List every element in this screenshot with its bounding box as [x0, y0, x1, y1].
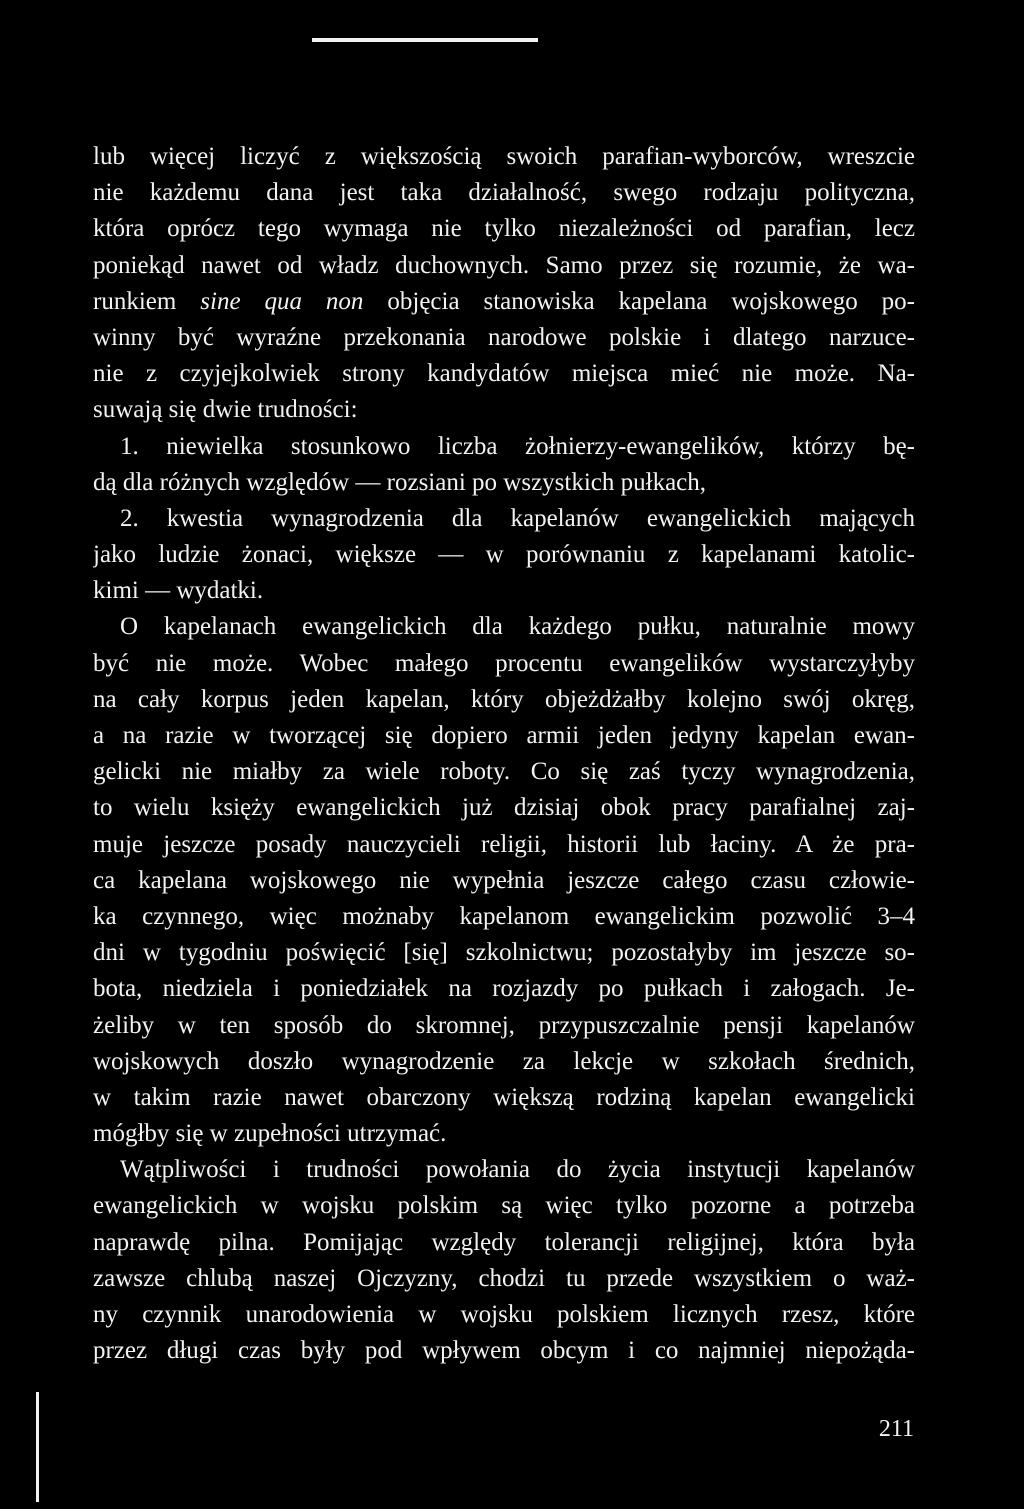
- text-line: to wielu księży ewangelickich już dzisiaj obok pracy parafialnej zaj-: [93, 794, 915, 822]
- latin-phrase: sine qua non: [200, 287, 364, 315]
- text-line: która oprócz tego wymaga nie tylko niezależności od parafian, lecz: [93, 215, 915, 243]
- text-line: ka czynnego, więc możnaby kapelanom ewangelickim pozwolić 3–4: [93, 902, 915, 930]
- text-line: w takim razie nawet obarczony większą rodziną kapelan ewangelicki: [93, 1083, 915, 1111]
- text-line: mógłby się w zupełności utrzymać.: [93, 1120, 447, 1148]
- text-line: muje jeszcze posady nauczycieli religii, historii lub łaciny. A że pra-: [93, 830, 915, 858]
- text-line: dni w tygodniu poświęcić [się] szkolnictwu; pozostałyby im jeszcze so-: [93, 939, 915, 967]
- page-number: 211: [878, 1416, 914, 1442]
- top-rule: [312, 38, 538, 42]
- list-item-1: 1. niewielka stosunkowo liczba żołnierzy-ewangelików, którzy bę-: [120, 432, 915, 460]
- text-line: O kapelanach ewangelickich dla każdego pułku, naturalnie mowy: [120, 613, 915, 641]
- text-line: ewangelickich w wojsku polskim są więc tylko pozorne a potrzeba: [93, 1192, 915, 1220]
- text-line: suwają się dwie trudności:: [93, 396, 358, 424]
- text-line: zawsze chlubą naszej Ojczyzny, chodzi tu przede wszystkiem o waż-: [93, 1264, 915, 1292]
- text-line: [93, 284, 915, 320]
- text-line: ny czynnik unarodowienia w wojsku polskiem licznych rzesz, które: [93, 1301, 915, 1328]
- text-line: wojskowych doszło wynagrodzenie za lekcje w szkołach średnich,: [93, 1047, 915, 1075]
- text-line: naprawdę pilna. Pomijając względy tolerancji religijnej, która była: [93, 1228, 915, 1256]
- text-line: ca kapelana wojskowego nie wypełnia jeszcze całego czasu człowie-: [93, 866, 915, 894]
- text-line: być nie może. Wobec małego procentu ewangelików wystarczyłyby: [93, 649, 915, 677]
- text-line: winny być wyraźne przekonania narodowe polskie i dlatego narzuce-: [93, 323, 915, 351]
- text-line: Wątpliwości i trudności powołania do życia instytucji kapelanów: [120, 1156, 915, 1184]
- list-item-1-cont: dą dla różnych względów — rozsiani po wszystkich pułkach,: [93, 468, 707, 496]
- text-line: poniekąd nawet od władz duchownych. Samo przez się rozumie, że wa-: [93, 251, 915, 279]
- text-line: nie z czyjejkolwiek strony kandydatów miejsca mieć nie może. Na-: [93, 360, 915, 388]
- margin-mark: [36, 1392, 39, 1502]
- text-line: żeliby w ten sposób do skromnej, przypuszczalnie pensji kapelanów: [93, 1011, 915, 1039]
- text-line: bota, niedziela i poniedziałek na rozjazdy po pułkach i załogach. Je-: [93, 975, 915, 1003]
- list-item-2-cont: kimi — wydatki.: [93, 577, 264, 605]
- text-segment: runkiem: [93, 287, 201, 315]
- text-line: nie każdemu dana jest taka działalność, swego rodzaju polityczna,: [93, 179, 915, 207]
- text-line: lub więcej liczyć z większością swoich parafian-wyborców, wreszcie: [93, 143, 915, 170]
- text-line: przez długi czas były pod wpływem obcym i co najmniej niepożąda-: [93, 1337, 915, 1365]
- text-line: a na razie w tworzącej się dopiero armii jeden jedyny kapelan ewan-: [93, 722, 915, 749]
- page-text: [93, 139, 915, 1369]
- list-item-2: 2. kwestia wynagrodzenia dla kapelanów ewangelickich mających: [120, 504, 915, 532]
- text-segment: objęcia stanowiska kapelana wojskowego po-: [363, 287, 915, 315]
- text-line: gelicki nie miałby za wiele roboty. Co się zaś tyczy wynagrodzenia,: [93, 758, 915, 786]
- list-item-2-cont: jako ludzie żonaci, większe — w porównaniu z kapelanami katolic-: [93, 541, 915, 569]
- text-line: na cały korpus jeden kapelan, który objeżdżałby kolejno swój okręg,: [93, 685, 915, 713]
